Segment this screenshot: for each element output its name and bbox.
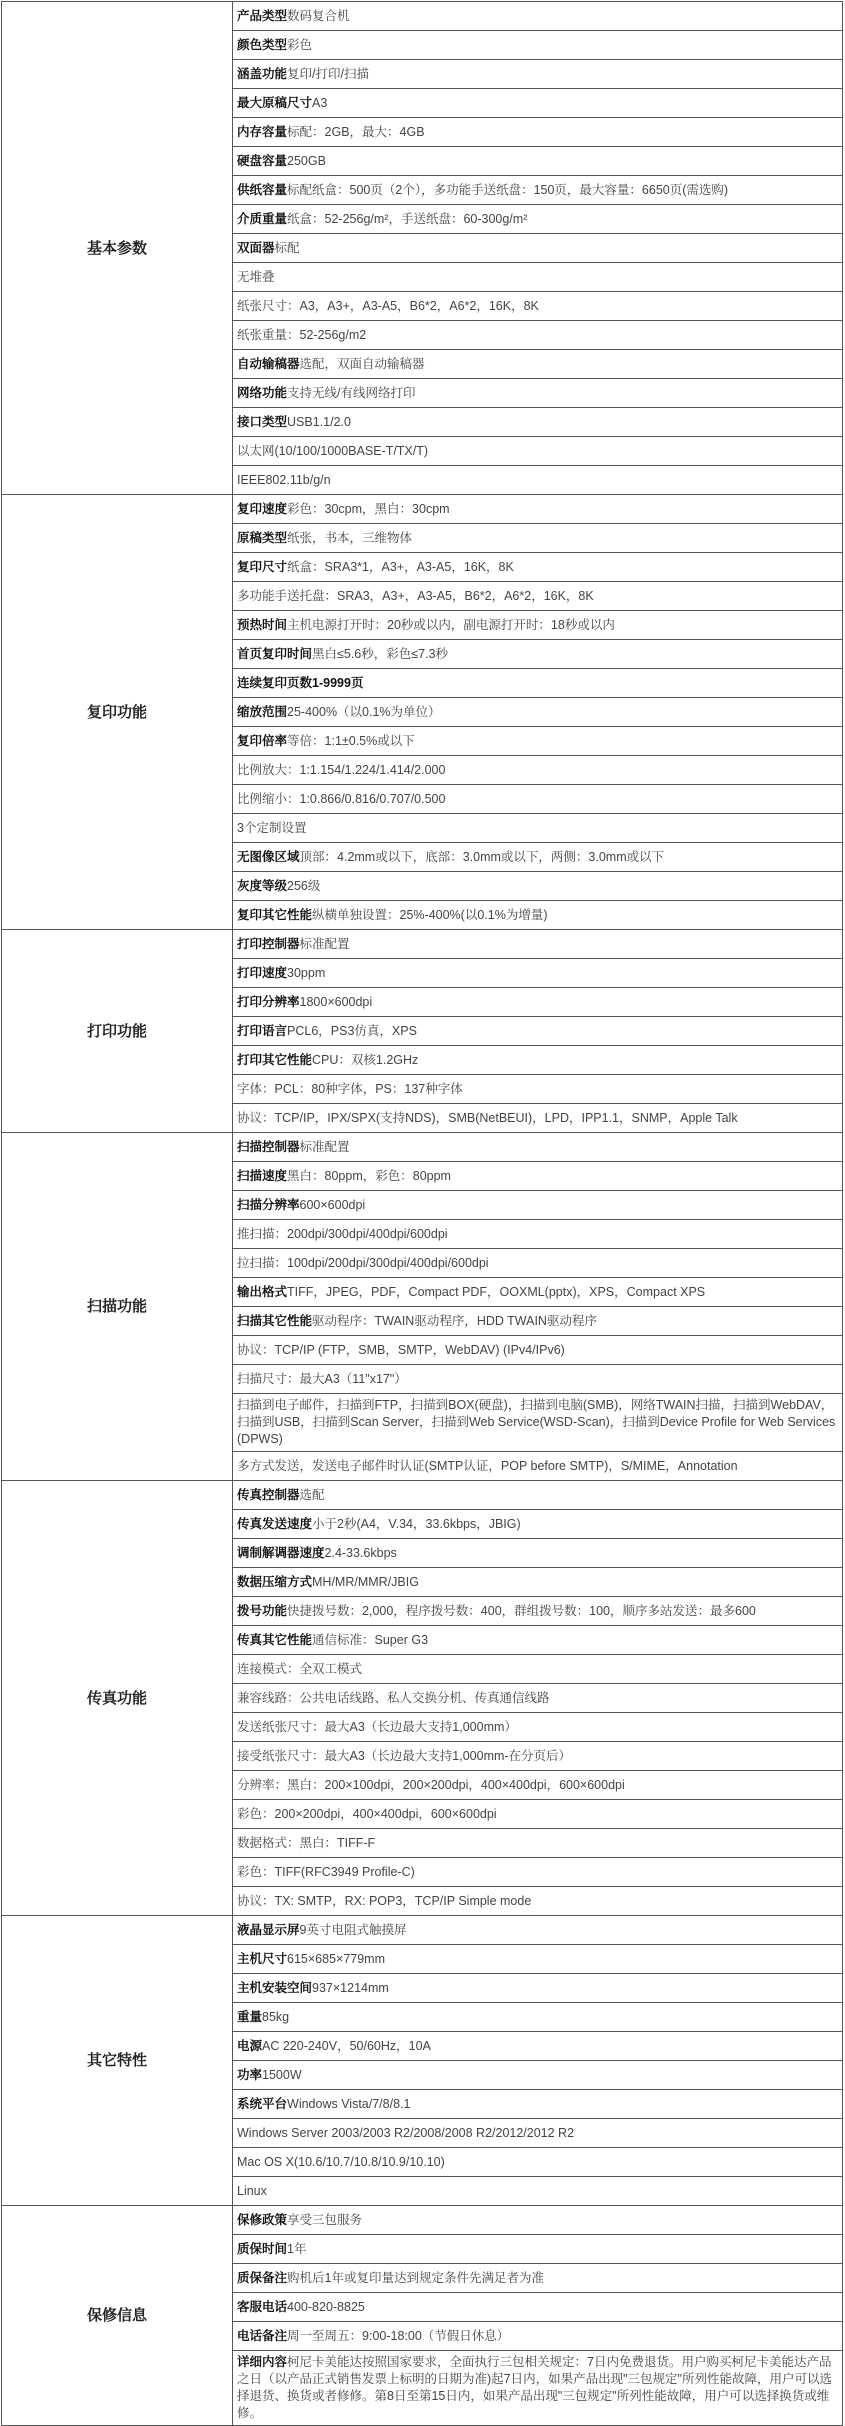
spec-cell <box>233 611 843 640</box>
spec-value: 周一至周五：9:00-18:00（节假日休息） <box>287 2328 510 2343</box>
spec-value: 推扫描：200dpi/300dpi/400dpi/600dpi <box>237 1226 448 1241</box>
spec-value: 1500W <box>262 2067 302 2082</box>
spec-key: 扫描分辨率 <box>237 1197 300 1212</box>
spec-value: 3个定制设置 <box>237 820 307 835</box>
spec-value: 纸张，书本，三维物体 <box>287 530 413 545</box>
spec-cell <box>233 234 843 263</box>
spec-cell <box>233 640 843 669</box>
spec-cell <box>233 1858 843 1887</box>
spec-table <box>1 1 843 2426</box>
spec-value: Linux <box>237 2183 267 2198</box>
spec-cell <box>233 1162 843 1191</box>
section-title: 打印功能 <box>2 930 233 1133</box>
spec-cell <box>233 1510 843 1539</box>
spec-cell <box>233 698 843 727</box>
spec-cell <box>233 1800 843 1829</box>
spec-row <box>2 1481 843 1510</box>
spec-cell <box>233 263 843 292</box>
spec-value: 连接模式：全双工模式 <box>237 1661 363 1676</box>
spec-key: 保修政策 <box>237 2212 288 2227</box>
spec-row <box>2 1916 843 1945</box>
spec-cell <box>233 1539 843 1568</box>
spec-key: 灰度等级 <box>237 878 288 893</box>
spec-value: 协议：TX: SMTP，RX: POP3，TCP/IP Simple mode <box>237 1893 532 1908</box>
spec-value: 30ppm <box>287 965 326 980</box>
spec-cell <box>233 1046 843 1075</box>
spec-key: 接口类型 <box>237 414 288 429</box>
spec-cell <box>233 843 843 872</box>
spec-key: 最大原稿尺寸 <box>237 95 313 110</box>
spec-value: 600×600dpi <box>299 1197 366 1212</box>
spec-value: 9英寸电阻式触摸屏 <box>299 1922 407 1937</box>
spec-key: 双面器 <box>237 240 275 255</box>
spec-value: 1800×600dpi <box>299 994 373 1009</box>
spec-cell <box>233 118 843 147</box>
spec-value: CPU：双核1.2GHz <box>312 1052 419 1067</box>
spec-key: 扫描速度 <box>237 1168 288 1183</box>
spec-key: 颜色类型 <box>237 37 288 52</box>
spec-key: 打印分辨率 <box>237 994 300 1009</box>
spec-row <box>2 2 843 31</box>
spec-value: 无堆叠 <box>237 269 275 284</box>
spec-value: 驱动程序：TWAIN驱动程序，HDD TWAIN驱动程序 <box>312 1313 597 1328</box>
spec-cell <box>233 89 843 118</box>
spec-cell <box>233 1220 843 1249</box>
spec-value: 25-400%（以0.1%为单位） <box>287 704 441 719</box>
spec-value: 扫描到电子邮件，扫描到FTP，扫描到BOX(硬盘)，扫描到电脑(SMB)，网络TWAIN扫描，扫描到WebDAV，扫描到USB，扫描到Scan Server，扫描到Web Service(WSD-Scan)，扫描到Device Profile for Web Services (DPWS) <box>237 1398 836 1446</box>
spec-key: 硬盘容量 <box>237 153 288 168</box>
spec-cell <box>233 988 843 1017</box>
spec-cell <box>233 1017 843 1046</box>
spec-cell <box>233 1945 843 1974</box>
spec-value: Windows Vista/7/8/8.1 <box>287 2096 411 2111</box>
spec-cell <box>233 785 843 814</box>
section-title: 复印功能 <box>2 495 233 930</box>
spec-key: 数据压缩方式 <box>237 1574 313 1589</box>
spec-cell <box>233 1336 843 1365</box>
spec-value: 比例缩小：1:0.866/0.816/0.707/0.500 <box>237 791 446 806</box>
spec-value: 小于2秒(A4，V.34，33.6kbps，JBIG) <box>312 1516 521 1531</box>
spec-cell <box>233 2264 843 2293</box>
spec-value: 400-820-8825 <box>287 2299 365 2314</box>
spec-key: 打印其它性能 <box>237 1052 313 1067</box>
spec-key: 连续复印页数 <box>237 675 313 690</box>
spec-cell <box>233 2322 843 2351</box>
spec-cell <box>233 1104 843 1133</box>
spec-key: 扫描其它性能 <box>237 1313 313 1328</box>
spec-value: 85kg <box>262 2009 290 2024</box>
spec-key: 预热时间 <box>237 617 288 632</box>
spec-key: 复印倍率 <box>237 733 288 748</box>
spec-key: 介质重量 <box>237 211 288 226</box>
spec-cell <box>233 1249 843 1278</box>
spec-value: 615×685×779mm <box>287 1951 386 1966</box>
spec-key: 质保时间 <box>237 2241 288 2256</box>
spec-value: 纸盒：SRA3*1，A3+，A3-A5，16K，8K <box>287 559 514 574</box>
spec-cell <box>233 1191 843 1220</box>
spec-cell <box>233 466 843 495</box>
spec-cell <box>233 1626 843 1655</box>
spec-cell <box>233 2032 843 2061</box>
spec-cell <box>233 379 843 408</box>
spec-value: 享受三包服务 <box>287 2212 363 2227</box>
spec-value: 比例放大：1:1.154/1.224/1.414/2.000 <box>237 762 446 777</box>
spec-cell <box>233 205 843 234</box>
spec-value: 主机电源打开时：20秒或以内，副电源打开时：18秒或以内 <box>287 617 615 632</box>
spec-cell <box>233 1742 843 1771</box>
spec-cell <box>233 727 843 756</box>
spec-value: 标配：2GB，最大：4GB <box>287 124 425 139</box>
spec-key: 涵盖功能 <box>237 66 288 81</box>
spec-value: 250GB <box>287 153 326 168</box>
spec-key: 液晶显示屏 <box>237 1922 300 1937</box>
spec-key: 扫描控制器 <box>237 1139 300 1154</box>
spec-cell <box>233 2293 843 2322</box>
spec-value: 纸张重量：52-256g/m2 <box>237 327 367 342</box>
spec-key: 主机尺寸 <box>237 1951 288 1966</box>
spec-value: USB1.1/2.0 <box>287 414 351 429</box>
spec-key: 原稿类型 <box>237 530 288 545</box>
spec-cell <box>233 350 843 379</box>
spec-cell <box>233 1075 843 1104</box>
spec-row <box>2 930 843 959</box>
spec-value: 顶部：4.2mm或以下，底部：3.0mm或以下，两侧：3.0mm或以下 <box>299 849 665 864</box>
spec-key: 传真其它性能 <box>237 1632 313 1647</box>
spec-value: A3 <box>312 95 328 110</box>
spec-body <box>2 2 843 2426</box>
spec-cell <box>233 669 843 698</box>
spec-cell <box>233 1481 843 1510</box>
spec-key: 打印控制器 <box>237 936 300 951</box>
spec-row <box>2 495 843 524</box>
spec-value: 数据格式：黑白：TIFF-F <box>237 1835 376 1850</box>
spec-value: 协议：TCP/IP (FTP，SMB，SMTP，WebDAV) (IPv4/IPv6) <box>237 1342 565 1357</box>
spec-cell <box>233 147 843 176</box>
spec-cell <box>233 872 843 901</box>
spec-key: 缩放范围 <box>237 704 288 719</box>
spec-key: 拨号功能 <box>237 1603 288 1618</box>
spec-cell <box>233 2148 843 2177</box>
spec-key: 重量 <box>237 2009 263 2024</box>
spec-cell <box>233 1394 843 1452</box>
spec-value: 支持无线/有线网络打印 <box>287 385 416 400</box>
spec-cell <box>233 1568 843 1597</box>
spec-cell <box>233 756 843 785</box>
spec-value: 937×1214mm <box>312 1980 389 1995</box>
spec-cell <box>233 1974 843 2003</box>
spec-key: 内存容量 <box>237 124 288 139</box>
spec-value: 拉扫描：100dpi/200dpi/300dpi/400dpi/600dpi <box>237 1255 489 1270</box>
spec-key: 打印速度 <box>237 965 288 980</box>
spec-cell <box>233 1829 843 1858</box>
spec-cell <box>233 1916 843 1945</box>
spec-value: 256级 <box>287 878 321 893</box>
spec-value: 兼容线路：公共电话线路、私人交换分机、传真通信线路 <box>237 1690 550 1705</box>
spec-cell <box>233 60 843 89</box>
spec-value: 纸张尺寸：A3，A3+，A3-A5，B6*2，A6*2，16K，8K <box>237 298 539 313</box>
section-title: 基本参数 <box>2 2 233 495</box>
spec-key: 调制解调器速度 <box>237 1545 325 1560</box>
spec-key: 传真发送速度 <box>237 1516 313 1531</box>
spec-key: 产品类型 <box>237 8 288 23</box>
spec-value: 标配纸盒：500页（2个），多功能手送纸盘：150页，最大容量：6650页(需选购) <box>287 182 729 197</box>
spec-value: 黑白：80ppm，彩色：80ppm <box>287 1168 451 1183</box>
spec-key: 主机安装空间 <box>237 1980 313 1995</box>
spec-value: 多方式发送，发送电子邮件时认证(SMTP认证，POP before SMTP)，S/MIME，Annotation <box>237 1458 738 1473</box>
spec-cell <box>233 1365 843 1394</box>
spec-cell <box>233 495 843 524</box>
spec-value: 选配 <box>299 1487 325 1502</box>
spec-cell <box>233 292 843 321</box>
spec-value: 扫描尺寸：最大A3（11"x17"） <box>237 1371 407 1386</box>
section-title: 其它特性 <box>2 1916 233 2206</box>
spec-value: 复印/打印/扫描 <box>287 66 369 81</box>
spec-value: Windows Server 2003/2003 R2/2008/2008 R2/2012/2012 R2 <box>237 2125 575 2140</box>
spec-key: 供纸容量 <box>237 182 288 197</box>
spec-cell <box>233 901 843 930</box>
spec-value: IEEE802.11b/g/n <box>237 472 331 487</box>
spec-cell <box>233 1771 843 1800</box>
spec-cell <box>233 1452 843 1481</box>
spec-value: 标配 <box>274 240 300 255</box>
spec-key: 打印语言 <box>237 1023 288 1038</box>
spec-value: 1-9999页 <box>312 675 364 690</box>
spec-key: 无图像区域 <box>237 849 300 864</box>
spec-key: 系统平台 <box>237 2096 288 2111</box>
spec-key: 输出格式 <box>237 1284 288 1299</box>
spec-key: 详细内容 <box>237 2355 288 2369</box>
spec-value: 购机后1年或复印量达到规定条件先满足者为准 <box>287 2270 544 2285</box>
spec-value: 1年 <box>287 2241 307 2256</box>
spec-key: 复印尺寸 <box>237 559 288 574</box>
spec-cell <box>233 1713 843 1742</box>
spec-cell <box>233 1597 843 1626</box>
spec-cell <box>233 2177 843 2206</box>
spec-value: 分辨率：黑白：200×100dpi，200×200dpi，400×400dpi，600×600dpi <box>237 1777 625 1792</box>
spec-row <box>2 2206 843 2235</box>
spec-key: 自动输稿器 <box>237 356 300 371</box>
spec-cell <box>233 408 843 437</box>
spec-cell <box>233 437 843 466</box>
spec-cell <box>233 321 843 350</box>
spec-value: 黑白≤5.6秒，彩色≤7.3秒 <box>312 646 448 661</box>
spec-value: 纸盒：52-256g/m²，手送纸盘：60-300g/m² <box>287 211 528 226</box>
spec-cell <box>233 582 843 611</box>
spec-value: 多功能手送托盘：SRA3，A3+，A3-A5，B6*2，A6*2，16K，8K <box>237 588 594 603</box>
spec-cell <box>233 1887 843 1916</box>
spec-cell <box>233 31 843 60</box>
spec-key: 复印速度 <box>237 501 288 516</box>
spec-value: Mac OS X(10.6/10.7/10.8/10.9/10.10) <box>237 2154 445 2169</box>
spec-cell <box>233 2 843 31</box>
spec-value: 协议：TCP/IP，IPX/SPX(支持NDS)，SMB(NetBEUI)，LPD，IPP1.1，SNMP，Apple Talk <box>237 1110 738 1125</box>
section-title: 扫描功能 <box>2 1133 233 1481</box>
spec-value: MH/MR/MMR/JBIG <box>312 1574 419 1589</box>
spec-cell <box>233 2003 843 2032</box>
spec-cell <box>233 2119 843 2148</box>
spec-cell <box>233 1278 843 1307</box>
spec-cell <box>233 553 843 582</box>
spec-cell <box>233 2090 843 2119</box>
spec-value: 纵横单独设置：25%-400%(以0.1%为增量) <box>312 907 548 922</box>
spec-value: 快捷拨号数：2,000，程序拨号数：400，群组拨号数：100，顺序多站发送：最多600 <box>287 1603 756 1618</box>
spec-key: 网络功能 <box>237 385 288 400</box>
spec-value: 等倍：1:1±0.5%或以下 <box>287 733 415 748</box>
spec-value: 2.4-33.6kbps <box>324 1545 397 1560</box>
spec-cell <box>233 2061 843 2090</box>
spec-value: 彩色：30cpm，黑白：30cpm <box>287 501 450 516</box>
spec-cell <box>233 1133 843 1162</box>
spec-cell <box>233 2235 843 2264</box>
spec-value: 选配，双面自动输稿器 <box>299 356 425 371</box>
spec-value: 接受纸张尺寸：最大A3（长边最大支持1,000mm-在分页后） <box>237 1748 572 1763</box>
spec-value: 标准配置 <box>299 1139 350 1154</box>
spec-value: 发送纸张尺寸：最大A3（长边最大支持1,000mm） <box>237 1719 517 1734</box>
section-title: 保修信息 <box>2 2206 233 2426</box>
spec-key: 功率 <box>237 2067 263 2082</box>
spec-value: 彩色：200×200dpi，400×400dpi，600×600dpi <box>237 1806 497 1821</box>
spec-value: TIFF，JPEG，PDF，Compact PDF，OOXML(pptx)，XPS，Compact XPS <box>287 1284 706 1299</box>
spec-value: AC 220-240V，50/60Hz，10A <box>262 2038 431 2053</box>
spec-value: PCL6，PS3仿真，XPS <box>287 1023 417 1038</box>
spec-key: 电话备注 <box>237 2328 288 2343</box>
spec-row <box>2 1133 843 1162</box>
spec-key: 客服电话 <box>237 2299 288 2314</box>
spec-cell <box>233 1307 843 1336</box>
spec-value: 彩色：TIFF(RFC3949 Profile-C) <box>237 1864 415 1879</box>
spec-cell <box>233 959 843 988</box>
spec-cell <box>233 1655 843 1684</box>
spec-cell <box>233 930 843 959</box>
spec-cell <box>233 1684 843 1713</box>
spec-value: 彩色 <box>287 37 313 52</box>
spec-value: 标准配置 <box>299 936 350 951</box>
spec-key: 传真控制器 <box>237 1487 300 1502</box>
spec-key: 复印其它性能 <box>237 907 313 922</box>
spec-value: 数码复合机 <box>287 8 350 23</box>
spec-cell <box>233 814 843 843</box>
section-title: 传真功能 <box>2 1481 233 1916</box>
spec-cell <box>233 176 843 205</box>
spec-value: 柯尼卡美能达按照国家要求，全面执行三包相关规定：7日内免费退货。用户购买柯尼卡美能达产品之日（以产品正式销售发票上标明的日期为准)起7日内，如果产品出现"三包规定"所列性能故障，用户可以选择退货、换货或者修修。第8日至第15日内，如果产品出现"三包规定"所列性能故障，用户可以选择换货或维修。 <box>237 2355 832 2420</box>
spec-value: 通信标准：Super G3 <box>312 1632 429 1647</box>
spec-cell <box>233 524 843 553</box>
spec-key: 电源 <box>237 2038 263 2053</box>
spec-cell <box>233 2206 843 2235</box>
spec-key: 首页复印时间 <box>237 646 313 661</box>
spec-value: 字体：PCL：80种字体，PS：137种字体 <box>237 1081 463 1096</box>
spec-key: 质保备注 <box>237 2270 288 2285</box>
spec-value: 以太网(10/100/1000BASE-T/TX/T) <box>237 443 429 458</box>
spec-cell <box>233 2351 843 2426</box>
